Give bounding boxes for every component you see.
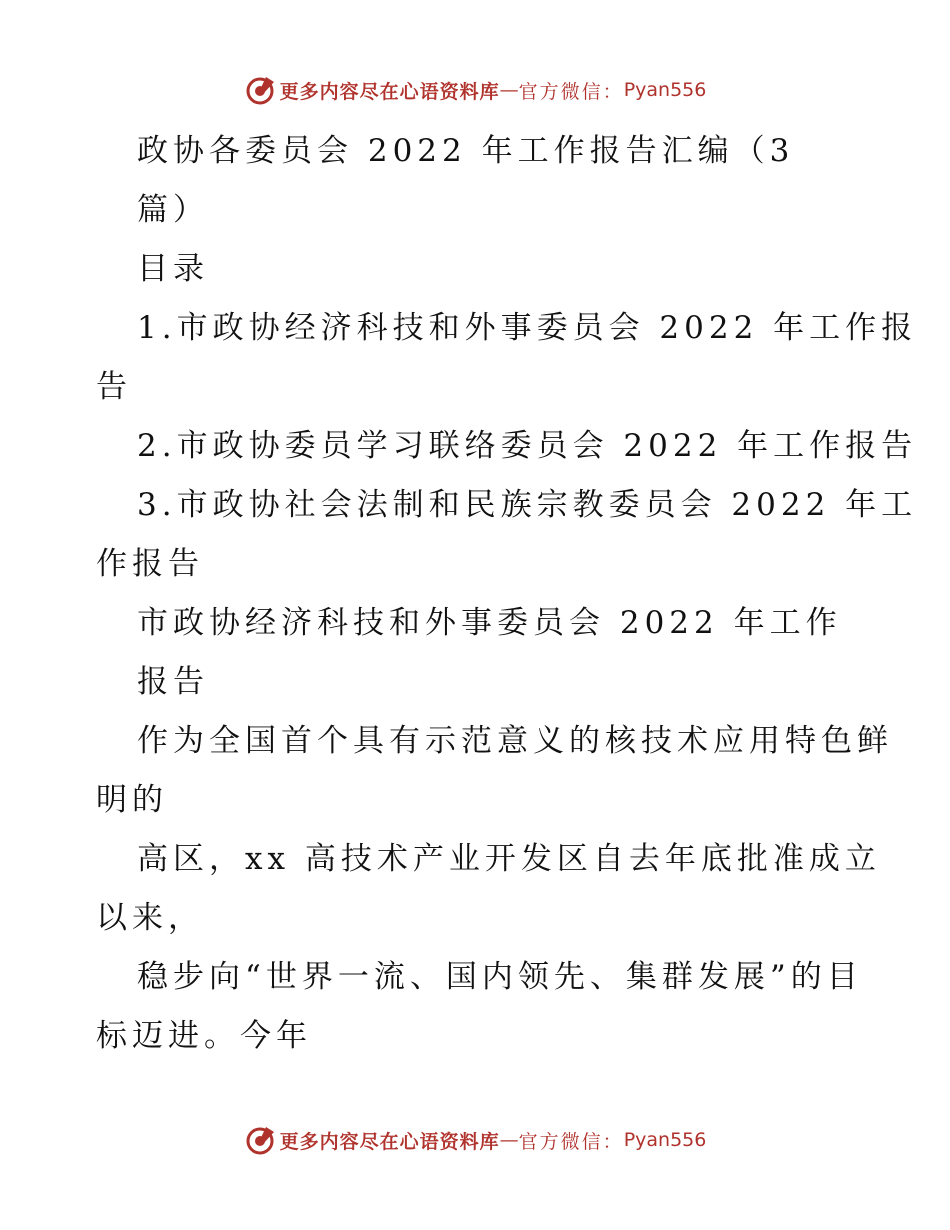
header-watermark-banner: [0, 70, 950, 110]
banner-wechat-id: Pyan556: [623, 79, 707, 101]
doc-title-line-1: 政协各委员会 2022 年工作报告汇编（3: [137, 133, 795, 169]
toc-item-1-line-1: 1.市政协经济科技和外事委员会 2022 年工作报: [137, 310, 918, 346]
footer-watermark-banner: [0, 1120, 950, 1160]
banner-text: 更多内容尽在心语资料库: [279, 80, 500, 103]
banner-dash: —: [499, 1129, 519, 1151]
banner-wechat-label: 官方微信：: [518, 1130, 624, 1153]
toc-heading: 目录: [137, 251, 209, 287]
section-title-line-1: 市政协经济科技和外事委员会 2022 年工作: [137, 605, 842, 641]
banner-wechat-id: Pyan556: [623, 1129, 707, 1151]
toc-item-3-line-2: 作报告: [96, 546, 204, 582]
toc-item-3-line-1: 3.市政协社会法制和民族宗教委员会 2022 年工: [137, 487, 918, 523]
document-body: [96, 122, 918, 1066]
toc-item-1-line-2: 告: [96, 369, 132, 405]
doc-title-line-2: 篇）: [137, 192, 209, 228]
body-paragraph-2-line-2: 以来，: [96, 900, 204, 936]
body-paragraph-2-line-1: 高区，xx 高技术产业开发区自去年底批准成立: [137, 841, 881, 877]
body-paragraph-3-line-1: 稳步向“世界一流、国内领先、集群发展”的目: [137, 959, 863, 995]
pen-circle-logo-icon: [244, 1124, 276, 1156]
section-title-line-2: 报告: [137, 664, 209, 700]
body-paragraph-1-line-1: 作为全国首个具有示范意义的核技术应用特色鲜: [137, 723, 893, 759]
body-paragraph-1-line-2: 明的: [96, 782, 168, 818]
banner-text: 更多内容尽在心语资料库: [279, 1130, 500, 1153]
pen-circle-logo-icon: [244, 74, 276, 106]
toc-item-2: 2.市政协委员学习联络委员会 2022 年工作报告: [137, 428, 918, 464]
banner-wechat-label: 官方微信：: [518, 80, 624, 103]
banner-dash: —: [499, 79, 519, 101]
body-paragraph-3-line-2: 标迈进。今年: [96, 1018, 312, 1054]
